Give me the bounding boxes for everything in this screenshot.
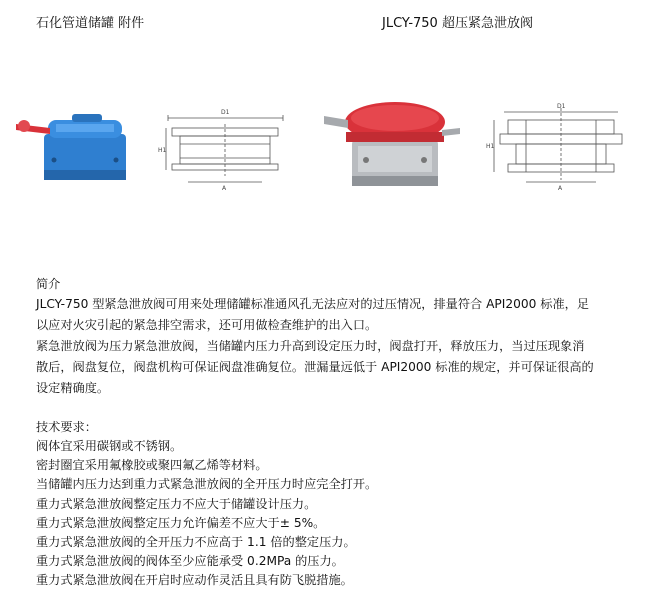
tech-requirements-list [36,437,377,591]
drawing-2-a-label: A [558,185,563,192]
drawing-2-h1-label: H1 [486,143,495,150]
tech-item: 当储罐内压力达到重力式紧急泄放阀的全开压力时应完全打开。 [36,477,378,492]
tech-title: 技术要求： [36,420,97,434]
header-left-title: 石化管道储罐 附件 [36,16,145,31]
tech-item: 重力式紧急泄放阀整定压力允许偏差不应大于± 5%。 [36,515,326,530]
header-right-title: JLCY-750 超压紧急泄放阀 [382,16,533,31]
product-figures [0,100,650,195]
intro-title: 简介 [36,277,61,291]
intro-paragraph-2: 紧急泄放阀为压力紧急泄放阀，当储罐内压力升高到设定压力时，阀盘打开，释放压力，当过压现象消散后，阀盘复位，阀盘机构可保证阀盘准确复位。泄漏量远低于 API2000 标准的规定，并可保证很高的设定精确度。 [36,339,594,395]
tech-item: 重力式紧急泄放阀整定压力不应大于储罐设计压力。 [36,496,317,511]
valve-drawing-1 [158,100,293,195]
tech-item: 阀体宜采用碳钢或不锈钢。 [36,439,183,453]
tech-item: 密封圈宜采用氟橡胶或聚四氟乙烯等材料。 [36,458,268,473]
tech-item: 重力式紧急泄放阀的阀体至少应能承受 0.2MPa 的压力。 [36,554,344,569]
drawing-1-a-label: A [222,185,227,192]
drawing-1-d1-label: D1 [221,109,230,116]
tech-item: 重力式紧急泄放阀的全开压力不应高于 1.1 倍的整定压力。 [36,535,356,550]
tech-item: 重力式紧急泄放阀在开启时应动作灵活且具有防飞脱措施。 [36,573,353,588]
valve-drawing-2 [486,100,636,195]
blue-valve-photo [14,100,134,195]
intro-paragraph-1: JLCY-750 型紧急泄放阀可用来处理储罐标准通风孔无法应对的过压情况，排量符合 API2000 标准，足以应对火灾引起的紧急排空需求，还可用做检查维护的出入口。 [36,297,590,332]
drawing-2-d1-label: D1 [557,103,566,110]
drawing-1-h1-label: H1 [158,147,167,154]
red-cap-valve-photo [322,100,462,195]
